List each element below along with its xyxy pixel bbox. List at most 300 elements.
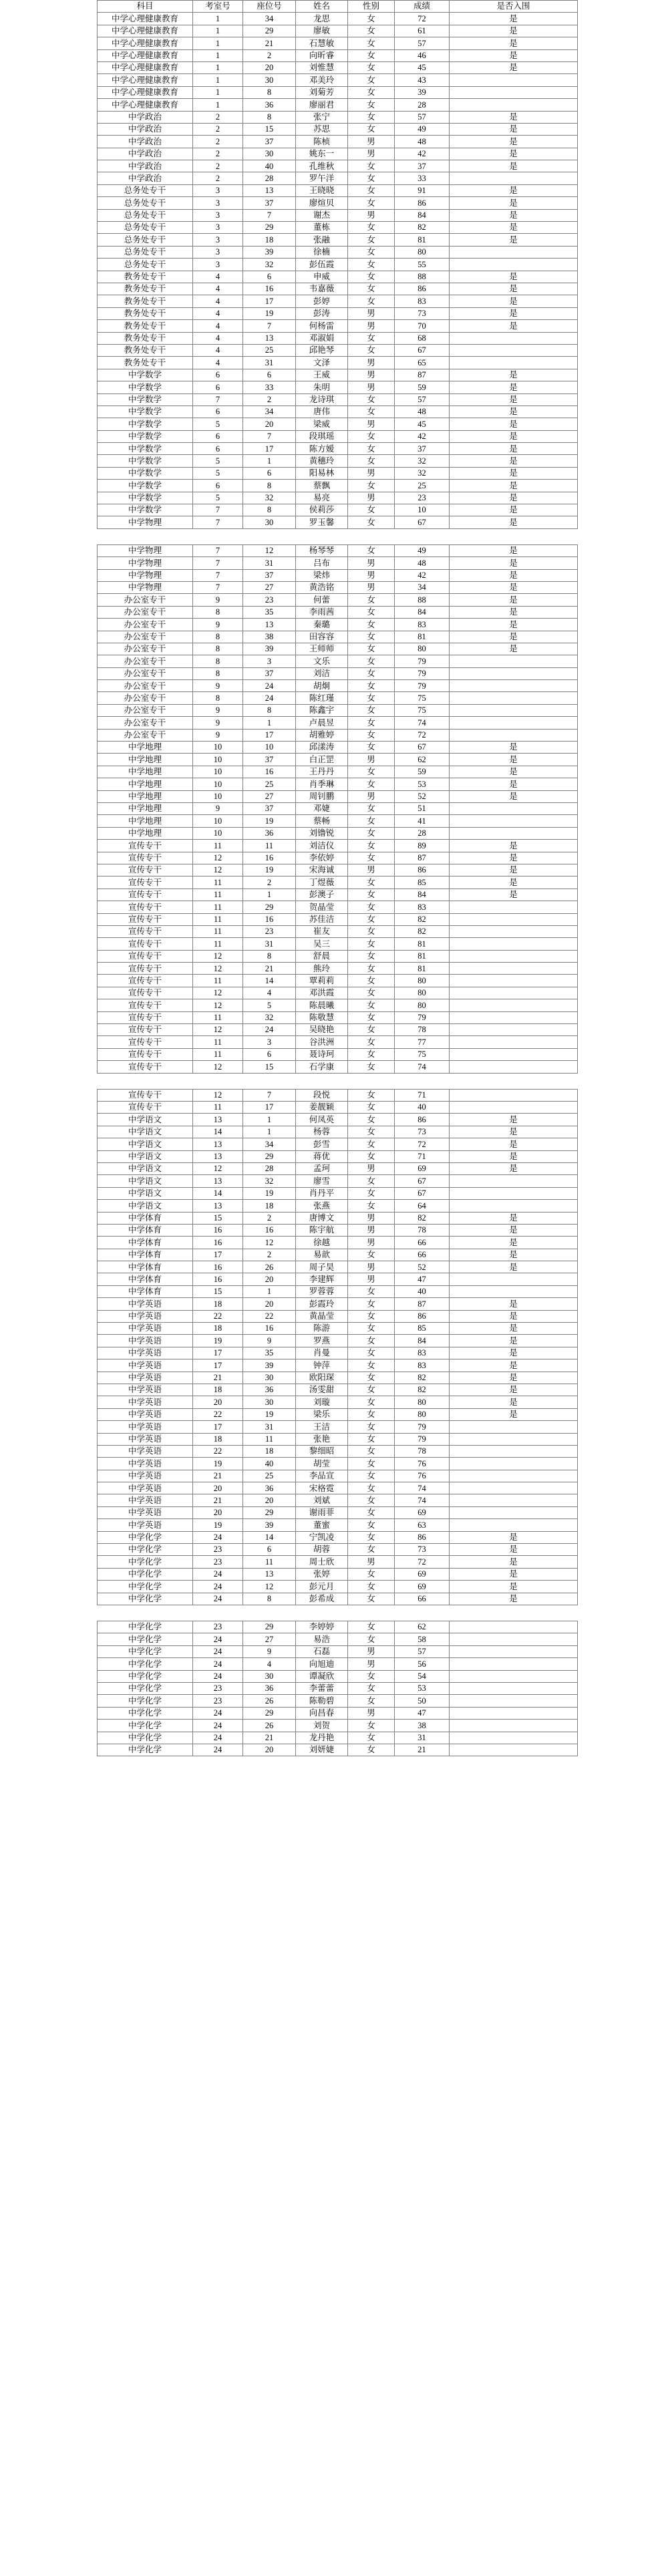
cell-gender: 女 [348, 86, 395, 98]
cell-gender: 女 [348, 1531, 395, 1543]
cell-room-no: 12 [193, 963, 243, 975]
table-row [98, 1593, 578, 1605]
cell-gender: 女 [348, 184, 395, 196]
cell-subject: 中学体育 [98, 1285, 193, 1297]
cell-subject: 中学物理 [98, 581, 193, 593]
cell-shortlisted [450, 1732, 578, 1744]
cell-shortlisted [450, 1633, 578, 1645]
table-row [98, 1633, 578, 1645]
table-row [98, 864, 578, 876]
table-row [98, 1273, 578, 1285]
column-header-shortlisted: 是否入围 [450, 1, 578, 13]
cell-subject: 中学政治 [98, 136, 193, 148]
cell-score: 49 [395, 123, 450, 135]
cell-name: 罗午洋 [296, 172, 348, 184]
cell-score: 72 [395, 13, 450, 25]
table-row [98, 581, 578, 593]
cell-shortlisted: 是 [450, 467, 578, 479]
cell-room-no: 18 [193, 1298, 243, 1310]
cell-gender: 女 [348, 1187, 395, 1199]
cell-score: 74 [395, 1482, 450, 1494]
cell-seat-no: 3 [243, 655, 296, 667]
cell-score: 80 [395, 999, 450, 1011]
cell-seat-no: 40 [243, 160, 296, 172]
cell-name: 汤雯甜 [296, 1384, 348, 1396]
cell-subject: 中学化学 [98, 1720, 193, 1732]
cell-room-no: 4 [193, 295, 243, 307]
cell-room-no: 23 [193, 1682, 243, 1694]
cell-room-no: 4 [193, 307, 243, 319]
cell-gender: 女 [348, 1024, 395, 1036]
table-row [98, 86, 578, 98]
table-row [98, 467, 578, 479]
cell-seat-no: 9 [243, 1645, 296, 1657]
table-row [98, 680, 578, 692]
cell-name: 彭澳子 [296, 889, 348, 901]
cell-room-no: 6 [193, 430, 243, 442]
cell-shortlisted [450, 1061, 578, 1073]
cell-room-no: 6 [193, 443, 243, 455]
cell-subject: 中学数学 [98, 430, 193, 442]
cell-name: 张婷 [296, 1568, 348, 1580]
table-row [98, 197, 578, 209]
cell-subject: 教务处专干 [98, 320, 193, 332]
cell-score: 32 [395, 467, 450, 479]
cell-score: 85 [395, 1323, 450, 1335]
table-row [98, 1445, 578, 1457]
cell-subject: 中学地理 [98, 815, 193, 827]
table-row [98, 1359, 578, 1372]
cell-room-no: 3 [193, 222, 243, 234]
table-row [98, 344, 578, 356]
cell-seat-no: 4 [243, 987, 296, 999]
cell-score: 56 [395, 1658, 450, 1670]
table-row [98, 1732, 578, 1744]
cell-name: 王晓晓 [296, 184, 348, 196]
cell-room-no: 24 [193, 1670, 243, 1682]
cell-subject: 中学语文 [98, 1187, 193, 1199]
cell-seat-no: 21 [243, 1732, 296, 1744]
cell-room-no: 24 [193, 1633, 243, 1645]
cell-room-no: 11 [193, 901, 243, 913]
cell-subject: 中学体育 [98, 1224, 193, 1236]
table-row [98, 184, 578, 196]
table-row [98, 803, 578, 815]
cell-shortlisted [450, 357, 578, 369]
cell-room-no: 12 [193, 1162, 243, 1174]
cell-shortlisted [450, 827, 578, 839]
cell-name: 彭元月 [296, 1581, 348, 1593]
cell-seat-no: 13 [243, 184, 296, 196]
cell-shortlisted [450, 1506, 578, 1518]
cell-room-no: 16 [193, 1237, 243, 1249]
table-row [98, 852, 578, 864]
cell-gender: 女 [348, 25, 395, 37]
cell-score: 57 [395, 111, 450, 123]
cell-subject: 中学地理 [98, 778, 193, 790]
cell-gender: 男 [348, 136, 395, 148]
cell-subject: 宣传专干 [98, 1024, 193, 1036]
cell-gender: 男 [348, 320, 395, 332]
cell-seat-no: 11 [243, 1433, 296, 1445]
cell-gender: 女 [348, 729, 395, 741]
cell-room-no: 24 [193, 1531, 243, 1543]
cell-name: 廖雪 [296, 1175, 348, 1187]
table-row [98, 492, 578, 504]
cell-room-no: 8 [193, 667, 243, 679]
cell-shortlisted: 是 [450, 516, 578, 528]
cell-name: 陈晨曦 [296, 999, 348, 1011]
cell-gender: 女 [348, 594, 395, 606]
cell-shortlisted [450, 901, 578, 913]
cell-score: 80 [395, 1396, 450, 1408]
cell-score: 86 [395, 1310, 450, 1322]
cell-score: 69 [395, 1568, 450, 1580]
cell-name: 梁乐 [296, 1408, 348, 1420]
cell-seat-no: 11 [243, 1556, 296, 1568]
cell-score: 45 [395, 418, 450, 430]
cell-shortlisted: 是 [450, 790, 578, 802]
cell-subject: 中学化学 [98, 1568, 193, 1580]
cell-name: 陈宇航 [296, 1224, 348, 1236]
cell-seat-no: 9 [243, 1335, 296, 1347]
cell-score: 77 [395, 1036, 450, 1048]
cell-gender: 女 [348, 1519, 395, 1531]
cell-name: 李品宣 [296, 1470, 348, 1482]
cell-score: 72 [395, 1138, 450, 1150]
cell-room-no: 9 [193, 680, 243, 692]
cell-gender: 女 [348, 430, 395, 442]
cell-seat-no: 19 [243, 864, 296, 876]
table-row [98, 655, 578, 667]
cell-name: 胡炯 [296, 680, 348, 692]
cell-name: 石磊 [296, 1645, 348, 1657]
cell-shortlisted: 是 [450, 148, 578, 160]
cell-gender: 女 [348, 766, 395, 778]
cell-gender: 男 [348, 467, 395, 479]
cell-name: 张宁 [296, 111, 348, 123]
cell-score: 43 [395, 74, 450, 86]
cell-shortlisted [450, 259, 578, 271]
table-row [98, 790, 578, 802]
cell-name: 王师师 [296, 643, 348, 655]
cell-seat-no: 37 [243, 197, 296, 209]
cell-name: 徐越 [296, 1237, 348, 1249]
cell-shortlisted: 是 [450, 1212, 578, 1224]
cell-gender: 女 [348, 13, 395, 25]
table-row [98, 357, 578, 369]
cell-seat-no: 37 [243, 754, 296, 766]
cell-name: 丁煜薇 [296, 876, 348, 889]
table-row [98, 938, 578, 950]
cell-seat-no: 13 [243, 332, 296, 344]
cell-shortlisted: 是 [450, 754, 578, 766]
cell-score: 67 [395, 1187, 450, 1199]
cell-name: 宋海诚 [296, 864, 348, 876]
cell-shortlisted: 是 [450, 557, 578, 569]
cell-gender: 女 [348, 1421, 395, 1433]
cell-score: 47 [395, 1707, 450, 1719]
cell-seat-no: 8 [243, 704, 296, 716]
cell-room-no: 11 [193, 925, 243, 937]
cell-room-no: 19 [193, 1458, 243, 1470]
cell-gender: 女 [348, 901, 395, 913]
cell-gender: 男 [348, 381, 395, 393]
table-row [98, 111, 578, 123]
cell-subject: 中学数学 [98, 369, 193, 381]
cell-room-no: 5 [193, 467, 243, 479]
cell-shortlisted: 是 [450, 430, 578, 442]
cell-seat-no: 18 [243, 1445, 296, 1457]
cell-room-no: 13 [193, 1150, 243, 1162]
cell-shortlisted: 是 [450, 271, 578, 283]
cell-name: 石慧敏 [296, 37, 348, 49]
cell-gender: 女 [348, 1101, 395, 1113]
cell-seat-no: 24 [243, 1024, 296, 1036]
cell-name: 龙丹艳 [296, 1732, 348, 1744]
table-row [98, 1645, 578, 1657]
cell-room-no: 10 [193, 778, 243, 790]
cell-subject: 中学化学 [98, 1556, 193, 1568]
cell-subject: 中学化学 [98, 1744, 193, 1756]
cell-score: 21 [395, 1744, 450, 1756]
cell-score: 49 [395, 544, 450, 556]
cell-seat-no: 23 [243, 925, 296, 937]
cell-name: 申威 [296, 271, 348, 283]
cell-seat-no: 16 [243, 852, 296, 864]
cell-gender: 女 [348, 1633, 395, 1645]
cell-shortlisted [450, 667, 578, 679]
cell-name: 韦嘉薇 [296, 283, 348, 295]
table-row [98, 925, 578, 937]
cell-room-no: 18 [193, 1384, 243, 1396]
cell-seat-no: 26 [243, 1695, 296, 1707]
cell-shortlisted: 是 [450, 283, 578, 295]
cell-seat-no: 15 [243, 123, 296, 135]
cell-seat-no: 6 [243, 369, 296, 381]
cell-gender: 女 [348, 160, 395, 172]
cell-subject: 中学物理 [98, 516, 193, 528]
cell-subject: 中学数学 [98, 443, 193, 455]
cell-subject: 中学物理 [98, 569, 193, 581]
cell-subject: 宣传专干 [98, 975, 193, 987]
cell-seat-no: 40 [243, 1458, 296, 1470]
cell-score: 69 [395, 1506, 450, 1518]
results-table [97, 1089, 578, 1605]
cell-score: 80 [395, 975, 450, 987]
table-row [98, 999, 578, 1011]
cell-subject: 中学英语 [98, 1408, 193, 1420]
cell-seat-no: 17 [243, 729, 296, 741]
cell-score: 69 [395, 1162, 450, 1174]
cell-room-no: 22 [193, 1310, 243, 1322]
table-row [98, 729, 578, 741]
cell-subject: 宣传专干 [98, 1089, 193, 1101]
cell-seat-no: 8 [243, 86, 296, 98]
cell-room-no: 11 [193, 1036, 243, 1048]
cell-subject: 办公室专干 [98, 704, 193, 716]
table-row [98, 516, 578, 528]
cell-name: 邓美玲 [296, 74, 348, 86]
cell-seat-no: 16 [243, 913, 296, 925]
cell-seat-no: 19 [243, 1187, 296, 1199]
cell-name: 刘妍婕 [296, 1744, 348, 1756]
cell-subject: 宣传专干 [98, 864, 193, 876]
cell-gender: 女 [348, 1089, 395, 1101]
cell-seat-no: 37 [243, 667, 296, 679]
cell-room-no: 13 [193, 1200, 243, 1212]
cell-subject: 教务处专干 [98, 357, 193, 369]
cell-seat-no: 36 [243, 1482, 296, 1494]
cell-room-no: 10 [193, 754, 243, 766]
table-row [98, 1036, 578, 1048]
cell-name: 廖煊贝 [296, 197, 348, 209]
cell-gender: 女 [348, 1744, 395, 1756]
table-row [98, 631, 578, 643]
cell-gender: 女 [348, 667, 395, 679]
cell-shortlisted [450, 815, 578, 827]
cell-room-no: 1 [193, 37, 243, 49]
cell-score: 23 [395, 492, 450, 504]
table-row [98, 99, 578, 111]
cell-score: 81 [395, 963, 450, 975]
table-row [98, 259, 578, 271]
cell-gender: 女 [348, 1114, 395, 1126]
cell-name: 罗蓉蓉 [296, 1285, 348, 1297]
table-row [98, 901, 578, 913]
cell-gender: 男 [348, 1707, 395, 1719]
cell-seat-no: 29 [243, 1506, 296, 1518]
cell-name: 黎细昭 [296, 1445, 348, 1457]
cell-gender: 女 [348, 1544, 395, 1556]
cell-room-no: 7 [193, 557, 243, 569]
cell-subject: 总务处专干 [98, 197, 193, 209]
cell-gender: 男 [348, 418, 395, 430]
cell-room-no: 8 [193, 606, 243, 618]
cell-gender: 男 [348, 209, 395, 221]
cell-subject: 中学化学 [98, 1695, 193, 1707]
cell-score: 68 [395, 332, 450, 344]
cell-shortlisted: 是 [450, 1384, 578, 1396]
cell-name: 李雨茜 [296, 606, 348, 618]
cell-seat-no: 32 [243, 1175, 296, 1187]
cell-name: 罗燕 [296, 1335, 348, 1347]
cell-room-no: 3 [193, 234, 243, 246]
cell-score: 76 [395, 1458, 450, 1470]
cell-name: 周钊鹏 [296, 790, 348, 802]
cell-seat-no: 5 [243, 999, 296, 1011]
cell-room-no: 2 [193, 123, 243, 135]
table-row [98, 25, 578, 37]
cell-gender: 女 [348, 925, 395, 937]
cell-subject: 办公室专干 [98, 692, 193, 704]
cell-subject: 中学语文 [98, 1162, 193, 1174]
cell-gender: 女 [348, 197, 395, 209]
cell-name: 舒晨 [296, 950, 348, 962]
cell-name: 何蕾 [296, 594, 348, 606]
cell-subject: 办公室专干 [98, 606, 193, 618]
cell-room-no: 4 [193, 283, 243, 295]
cell-gender: 男 [348, 1224, 395, 1236]
cell-subject: 宣传专干 [98, 889, 193, 901]
cell-shortlisted: 是 [450, 606, 578, 618]
cell-seat-no: 8 [243, 111, 296, 123]
cell-shortlisted [450, 704, 578, 716]
cell-score: 71 [395, 1150, 450, 1162]
cell-subject: 宣传专干 [98, 913, 193, 925]
cell-shortlisted: 是 [450, 1593, 578, 1605]
cell-seat-no: 21 [243, 37, 296, 49]
cell-subject: 中学化学 [98, 1645, 193, 1657]
cell-subject: 中学化学 [98, 1581, 193, 1593]
cell-shortlisted [450, 1519, 578, 1531]
cell-score: 80 [395, 246, 450, 258]
cell-subject: 中学化学 [98, 1544, 193, 1556]
cell-name: 董栋 [296, 222, 348, 234]
cell-subject: 宣传专干 [98, 950, 193, 962]
cell-name: 邓洪霞 [296, 987, 348, 999]
cell-shortlisted: 是 [450, 1359, 578, 1372]
cell-gender: 男 [348, 569, 395, 581]
cell-score: 73 [395, 307, 450, 319]
cell-gender: 女 [348, 975, 395, 987]
cell-gender: 女 [348, 1621, 395, 1633]
cell-room-no: 23 [193, 1556, 243, 1568]
cell-gender: 女 [348, 1433, 395, 1445]
cell-seat-no: 22 [243, 1310, 296, 1322]
cell-score: 80 [395, 1408, 450, 1420]
table-row [98, 1323, 578, 1335]
table-row [98, 594, 578, 606]
table-row [98, 1531, 578, 1543]
cell-room-no: 8 [193, 643, 243, 655]
cell-name: 邱漾涛 [296, 742, 348, 754]
cell-shortlisted [450, 1445, 578, 1457]
cell-room-no: 12 [193, 1024, 243, 1036]
cell-room-no: 10 [193, 815, 243, 827]
cell-subject: 宣传专干 [98, 852, 193, 864]
cell-name: 谢杰 [296, 209, 348, 221]
cell-name: 邱艳琴 [296, 344, 348, 356]
cell-room-no: 11 [193, 1101, 243, 1113]
cell-seat-no: 30 [243, 1372, 296, 1384]
cell-room-no: 1 [193, 61, 243, 73]
cell-subject: 中学体育 [98, 1237, 193, 1249]
cell-shortlisted: 是 [450, 123, 578, 135]
table-row [98, 1150, 578, 1162]
cell-gender: 女 [348, 1384, 395, 1396]
cell-score: 32 [395, 455, 450, 467]
table-row [98, 1011, 578, 1023]
table-row [98, 393, 578, 406]
cell-room-no: 2 [193, 148, 243, 160]
cell-room-no: 18 [193, 1433, 243, 1445]
cell-subject: 中学化学 [98, 1531, 193, 1543]
table-row [98, 1720, 578, 1732]
cell-name: 孔维秋 [296, 160, 348, 172]
cell-gender: 男 [348, 357, 395, 369]
cell-seat-no: 2 [243, 393, 296, 406]
cell-gender: 女 [348, 1682, 395, 1694]
cell-score: 57 [395, 393, 450, 406]
cell-seat-no: 20 [243, 61, 296, 73]
cell-shortlisted [450, 729, 578, 741]
table-row [98, 987, 578, 999]
cell-room-no: 8 [193, 655, 243, 667]
cell-room-no: 12 [193, 1061, 243, 1073]
cell-name: 蔡飘 [296, 480, 348, 492]
cell-score: 81 [395, 950, 450, 962]
